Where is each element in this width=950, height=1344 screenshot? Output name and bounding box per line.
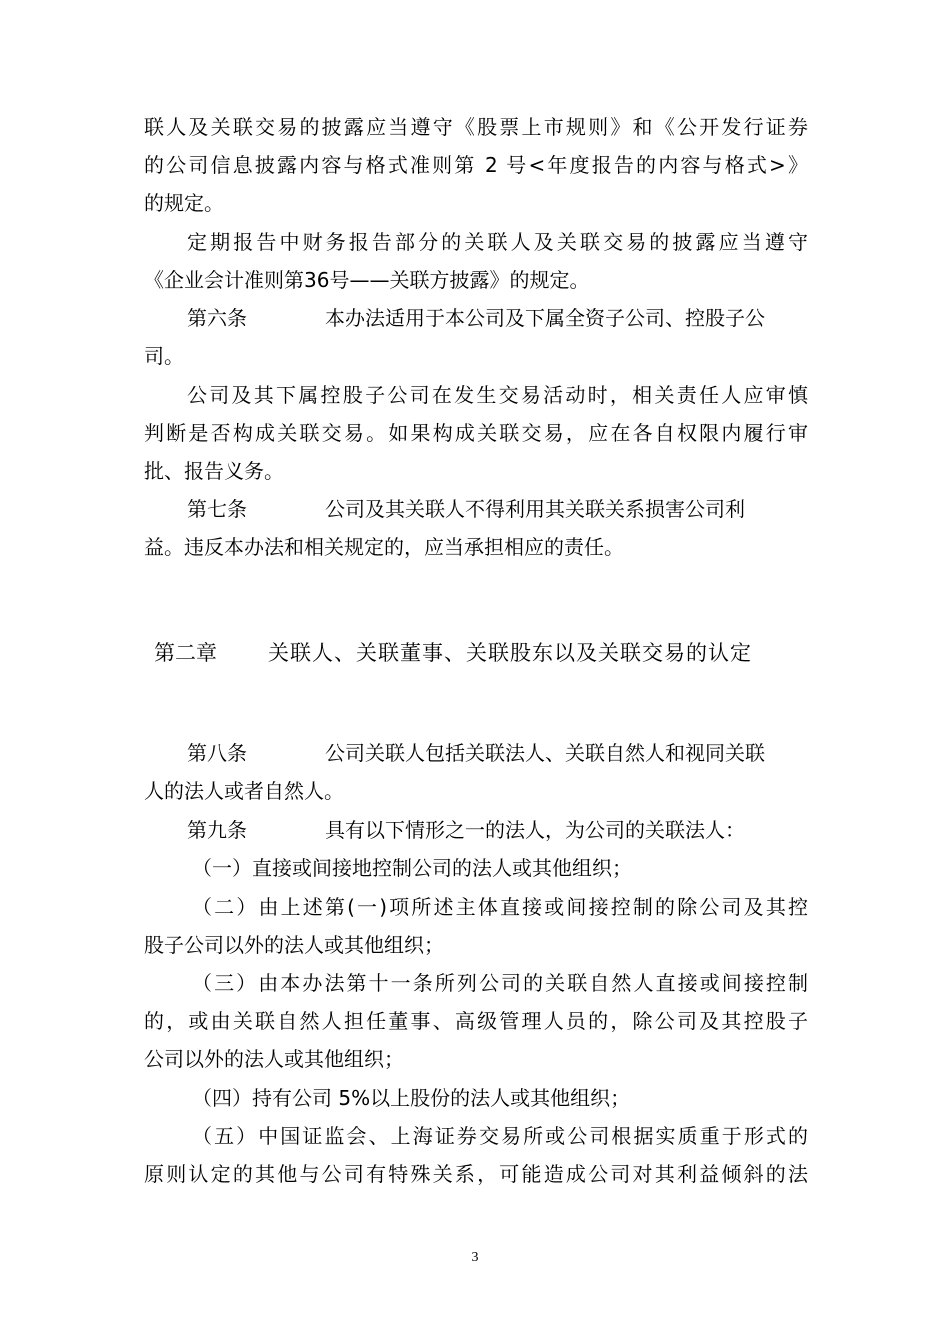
chapter-number: 第二章 [154,641,217,665]
article-text: 公司关联人包括关联法人、关联自然人和视同关联 [325,741,765,765]
chapter-heading [144,634,808,672]
chapter-title: 关联人、关联董事、关联股东以及关联交易的认定 [268,641,752,665]
article-text: 具有以下情形之一的法人，为公司的关联法人： [325,818,745,842]
text-line: 股子公司以外的法人或其他组织； [144,933,444,957]
page-number: 3 [471,1250,479,1265]
list-item: （四）持有公司 5%以上股份的法人或其他组织； [192,1086,631,1110]
text-line: 的公司信息披露内容与格式准则第 2 号<年度报告的内容与格式>》 [144,153,808,177]
article-label: 第六条 [187,306,247,330]
text-line: 人的法人或者自然人。 [144,779,344,803]
list-item: （五）中国证监会、上海证券交易所或公司根据实质重于形式的 [192,1124,808,1148]
text-line: 司。 [144,344,184,368]
list-item: （一）直接或间接地控制公司的法人或其他组织； [192,856,632,880]
text-line: 的规定。 [144,191,224,215]
article-label: 第七条 [187,497,247,521]
article-9 [187,811,808,849]
text-line: 的，或由关联自然人担任董事、高级管理人员的，除公司及其控股子 [144,1009,808,1033]
text-line: 益。违反本办法和相关规定的，应当承担相应的责任。 [144,535,624,559]
text-line: 原则认定的其他与公司有特殊关系，可能造成公司对其利益倾斜的法 [144,1162,808,1186]
article-label: 第九条 [187,818,247,842]
article-label: 第八条 [187,741,247,765]
text-line: 定期报告中财务报告部分的关联人及关联交易的披露应当遵守 [187,230,808,254]
article-text: 公司及其关联人不得利用其关联关系损害公司利 [325,497,745,521]
article-8 [187,734,808,772]
text-line: 批、报告义务。 [144,459,284,483]
article-7 [187,490,808,528]
article-text: 本办法适用于本公司及下属全资子公司、控股子公 [325,306,765,330]
text-line: 公司以外的法人或其他组织； [144,1047,404,1071]
text-line: 《企业会计准则第36号——关联方披露》的规定。 [144,268,590,292]
list-item: （三）由本办法第十一条所列公司的关联自然人直接或间接控制 [192,971,808,995]
text-line: 判断是否构成关联交易。如果构成关联交易，应在各自权限内履行审 [144,421,808,445]
text-line: 联人及关联交易的披露应当遵守《股票上市规则》和《公开发行证券 [144,115,808,139]
list-item: （二）由上述第(一)项所述主体直接或间接控制的除公司及其控 [192,895,808,919]
text-line: 公司及其下属控股子公司在发生交易活动时，相关责任人应审慎 [187,383,808,407]
article-6 [187,299,808,337]
